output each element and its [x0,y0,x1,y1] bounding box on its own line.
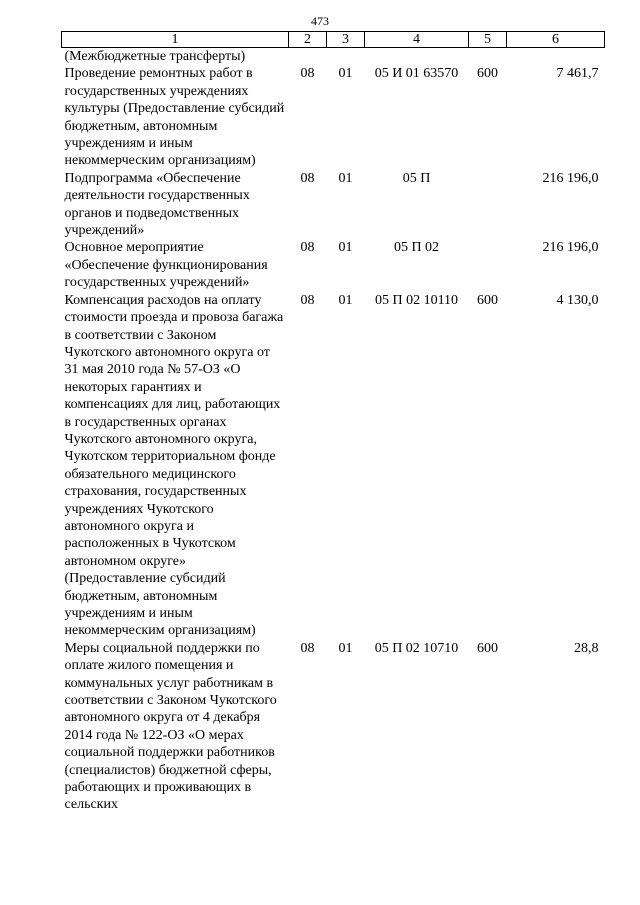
row-amount: 7 461,7 [556,66,599,82]
row-section: 08 [300,66,315,82]
row-expense-type [469,170,507,240]
row-amount: 28,8 [574,640,599,656]
budget-table [61,31,605,814]
row-expense-type: 600 [477,640,498,656]
row-subsection: 01 [338,292,353,308]
row-name: Проведение ремонтных работ в государственных учреждениях культуры (Предоставление субсидий бюджетным, автономным учреждениям и иным некоммерческим организациям) [64,66,285,169]
row-section [289,48,327,66]
row-amount: 216 196,0 [542,170,599,186]
row-target-code: 05 П [402,170,431,186]
row-target-code: 05 П 02 [393,240,440,256]
header-cell: 5 [469,32,507,48]
row-name: Меры социальной поддержки по оплате жилого помещения и коммунальных услуг работникам в соответствии с Законом Чукотского автономного округа от 4 декабря 2014 года № 122-ОЗ «О мерах социальной поддержки работников (специалистов) бюджетной сферы, работающих и проживающих в сельских [64,640,277,813]
row-name: Подпрограмма «Обеспечение деятельности государственных органов и подведомственных учреждений» [64,170,250,239]
table-row [62,640,605,814]
row-expense-type [469,48,507,66]
row-section: 08 [300,240,315,256]
row-subsection: 01 [338,66,353,82]
row-expense-type: 600 [477,66,498,82]
row-amount: 4 130,0 [556,292,599,308]
row-name: Компенсация расходов на оплату стоимости проезда и провоза багажа в соответствии с Законом Чукотского автономного округа от 31 мая 2010 года № 57-ОЗ «О некоторых гарантиях и компенсациях для лиц, работающих в государственных органах Чукотского автономного округа, Чукотском территориальном фонде обязательного медицинского страхования, государственных учреждениях Чукотского автономного округа и расположенных в Чукотском автономном округе» (Предоставление субсидий бюджетным, автономным учреждениям и иным некоммерческим организациям) [64,292,284,639]
row-subsection [327,48,365,66]
table-row [62,65,605,169]
table-row [62,239,605,291]
table-row [62,48,605,66]
row-name: (Межбюджетные трансферты) [64,49,246,64]
row-subsection: 01 [338,640,353,656]
row-name: Основное мероприятие «Обеспечение функционирования государственных учреждений» [64,240,268,291]
row-expense-type [469,239,507,291]
row-section: 08 [300,170,315,186]
header-cell: 6 [507,32,605,48]
page-number: 473 [311,14,329,28]
row-target-code: 05 П 02 10110 [374,292,459,308]
row-section: 08 [300,640,315,656]
row-amount: 216 196,0 [542,240,599,256]
row-target-code: 05 П 02 10710 [374,640,459,656]
table-row [62,292,605,640]
table-row [62,170,605,240]
header-row [62,32,605,48]
header-cell: 2 [289,32,327,48]
row-subsection: 01 [338,240,353,256]
row-subsection: 01 [338,170,353,186]
header-cell: 3 [327,32,365,48]
row-target-code [365,48,469,66]
header-cell: 4 [365,32,469,48]
row-section: 08 [300,292,315,308]
row-expense-type: 600 [477,292,498,308]
row-target-code: 05 И 01 63570 [374,66,459,82]
row-amount [507,48,605,66]
header-cell: 1 [62,32,289,48]
